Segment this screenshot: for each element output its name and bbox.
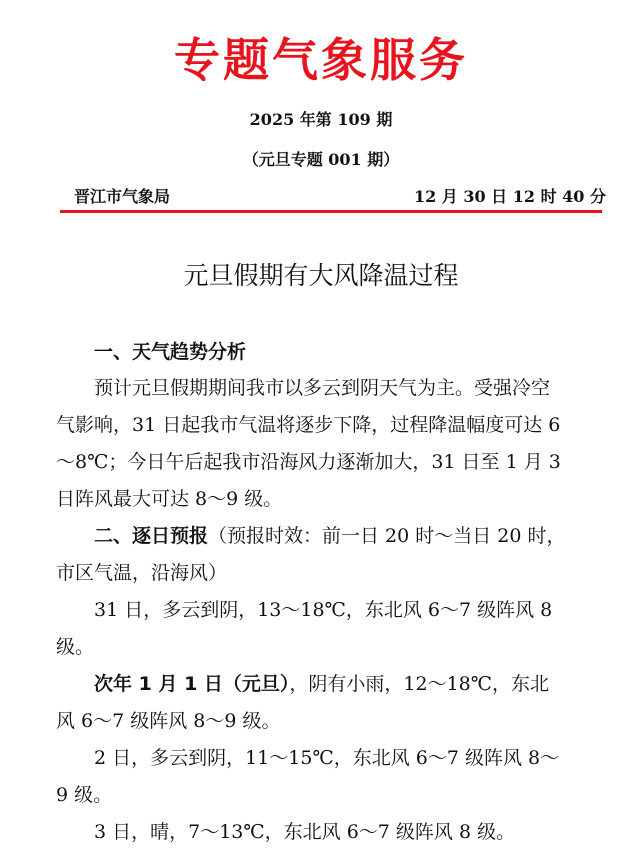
forecast-day-1 <box>56 666 566 740</box>
section1-heading: 一、天气趋势分析 <box>94 341 247 363</box>
header-divider <box>60 210 602 213</box>
section2-heading: 二、逐日预报 <box>94 525 209 547</box>
forecast-day-1-label: 次年 1 月 1 日（元旦） <box>94 673 290 695</box>
forecast-day-1-text: ，阴有小雨，12～18℃，东北风 6～7 级阵风 8～9 级。 <box>56 673 550 732</box>
issue-number: 2025 年第 109 期 <box>249 110 393 129</box>
section2-paragraph <box>56 518 566 592</box>
section1-body: 预计元旦假期期间我市以多云到阴天气为主。受强冷空气影响，31 日起我市气温将逐步下降，过程降温幅度可达 6～8℃；今日午后起我市沿海风力逐渐加大，31 日至 1 月 3 日阵风最大可达 8～9 级。 <box>56 377 561 510</box>
forecast-day-2: 2 日，多云到阴，11～15℃，东北风 6～7 级阵风 8～9 级。 <box>56 747 560 806</box>
issue-datetime: 12 月 30 日 12 时 40 分 <box>413 187 606 206</box>
masthead-title: 专题气象服务 <box>174 33 468 87</box>
article-title: 元旦假期有大风降温过程 <box>183 261 459 290</box>
agency-name: 晋江市气象局 <box>74 187 171 206</box>
section2-note: （预报时效：前一日 20 时～当日 20 时，市区气温，沿海风） <box>56 525 566 584</box>
forecast-day-3: 3 日，晴，7～13℃，东北风 6～7 级阵风 8 级。 <box>94 821 516 843</box>
sub-issue-number: （元旦专题 001 期） <box>242 150 400 169</box>
forecast-day-31: 31 日，多云到阴，13～18℃，东北风 6～7 级阵风 8 级。 <box>56 599 553 658</box>
